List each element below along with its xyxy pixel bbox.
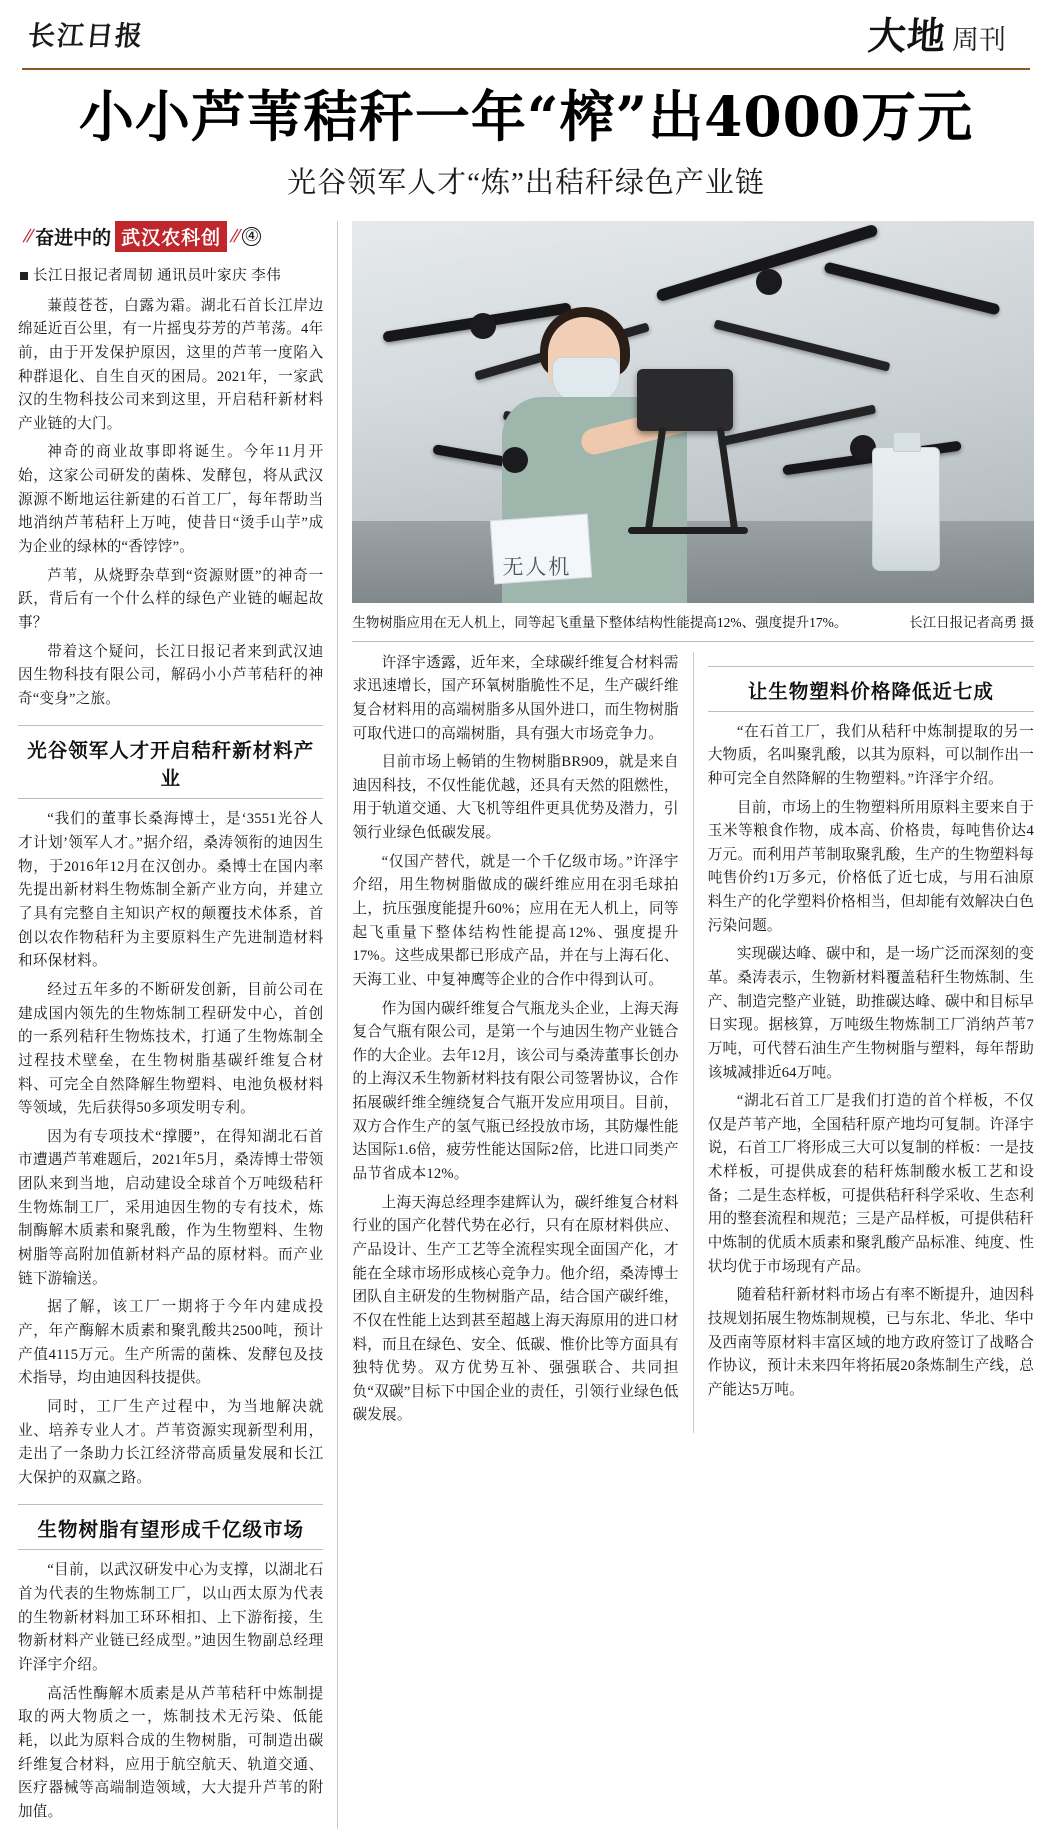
drone-landing-skid (628, 527, 748, 534)
paragraph: 经过五年多的不断研发创新，目前公司在建成国内领先的生物炼制工程研发中心，首创的一系列秸秆生物炼技术，打通了生物炼制全过程技术壁垒，在生物树脂基碳纤维复合材料、可完全自然降解生物塑料、电池负极材料等领域，先后获得50多项发明专利。 (18, 981, 324, 1117)
headline-block (18, 70, 1034, 207)
drone-body (637, 369, 733, 431)
face-mask (552, 357, 620, 403)
page-subtitle: 光谷领军人才“炼”出秸秆绿色产业链 (287, 166, 765, 199)
caption-text: 生物树脂应用在无人机上，同等起飞重量下整体结构性能提高12%、强度提升17%。 (352, 614, 848, 630)
bullet-square-icon (20, 272, 28, 280)
paragraph: 目前市场上畅销的生物树脂BR909，就是来自迪因科技，不仅性能优越，还具有天然的阻燃性，用于轨道交通、大飞机等组件更具优势及潜力，引领行业绿色低碳发展。 (352, 754, 679, 842)
column-far-right (693, 652, 1034, 1434)
series-number: ④ (242, 227, 261, 246)
column-right-group (338, 221, 1034, 1829)
supplement-brand: 大地 (866, 13, 948, 58)
photo-caption (352, 611, 1034, 642)
drone-motor (470, 313, 496, 339)
byline-text: 长江日报记者周韧 通讯员叶家庆 李伟 (33, 267, 282, 284)
photo-banner-text: 无人机 (502, 554, 572, 579)
series-prefix: 奋进中的 (35, 226, 112, 249)
newspaper-logo: 长江日报 (26, 20, 146, 52)
drone-motor (756, 269, 782, 295)
paragraph: 据了解，该工厂一期将于今年内建成投产，年产酶解木质素和聚乳酸共2500吨，预计产值4115万元。生产所需的菌株、发酵包及技术指导，均由迪因科技提供。 (18, 1299, 324, 1387)
series-tag (21, 221, 323, 252)
paragraph: “目前，以武汉研发中心为支撑，以湖北石首为代表的生物炼制工厂，以山西太原为代表的生物新材料加工环环相扣、上下游衔接，生物新材料产业链已经成型。”迪因生物副总经理许泽宇介绍。 (18, 1562, 324, 1673)
column-mid (352, 652, 678, 1434)
paragraph: “仅国产替代，就是一个千亿级市场。”许泽宇介绍，用生物树脂做成的碳纤维应用在羽毛球拍上，抗压强度能提升60%；应用在无人机上，同等起飞重量下整体结构性能提高12%、强度提升17%。这些成果都已形成产品，并在与上海石化、天海工业、中复神鹰等企业的合作中得到认可。 (352, 853, 679, 988)
page-title: 小小芦苇秸秆一年“榨”出4000万元 (78, 84, 974, 149)
paragraph: 因为有专项技术“撑腰”，在得知湖北石首市遭遇芦苇难题后，2021年5月，桑涛博士带领团队来到当地，启动建设全球首个万吨级秸秆生物炼制工厂，采用迪因生物的专有技术，炼制酶解木质素和聚乳酸，作为生物塑料、生物树脂等高附加值新材料产品的原材料。而产业链下游输送。 (18, 1128, 324, 1287)
series-slash-icon-2: // (228, 224, 242, 247)
article-photo (352, 221, 1034, 642)
section-heading-1: 光谷领军人才开启秸秆新材料产业 (18, 725, 323, 799)
paragraph: “湖北石首工厂是我们打造的首个样板，不仅仅是芦苇产地，全国秸秆原产地均可复制。许泽宇说，石首工厂将形成三大可以复制的样板：一是技术样板，可提供成套的秸秆炼制酸水板工艺和设备；二是生态样板，可提供秸秆科学采收、生态利用的整套流程和规范；三是产品样板，可提供秸秆中炼制的优质木质素和聚乳酸产品标准、纯度、性状均优于市场现有产品。 (707, 1093, 1034, 1275)
paragraph: 许泽宇透露，近年来，全球碳纤维复合材料需求迅速增长，国产环氧树脂脆性不足，生产碳纤维复合材料用的高端树脂多从国外进口，而生物树脂可取代进口的高端树脂，具有强大市场竞争力。 (352, 654, 679, 742)
sample-bottle (872, 447, 940, 571)
section-heading-3: 让生物塑料价格降低近七成 (708, 666, 1034, 712)
byline (20, 264, 323, 285)
series-slash-icon: // (21, 224, 34, 247)
paragraph: 高活性酶解木质素是从芦苇秸秆中炼制提取的两大物质之一，炼制技术无污染、低能耗，以此为原料合成的生物树脂，可制造出碳纤维复合材料，应用于航空航天、轨道交通、医疗器械等高端制造领域，大大提升芦苇的附加值。 (18, 1685, 324, 1820)
masthead (18, 0, 1034, 66)
paragraph: 芦苇，从烧野杂草到“资源财匮”的神奇一跃，背后有一个什么样的绿色产业链的崛起故事？ (18, 567, 324, 631)
lower-columns (352, 652, 1034, 1434)
photo-canvas (352, 221, 1034, 603)
drone-motor (502, 447, 528, 473)
paragraph: 同时，工厂生产过程中，为当地解决就业、培养专业人才。芦苇资源实现新型利用，走出了一条助力长江经济带高质量发展和长江大保护的双赢之路。 (18, 1398, 324, 1486)
paragraph: 实现碳达峰、碳中和，是一场广泛而深刻的变革。桑涛表示，生物新材料覆盖秸秆生物炼制、生产、制造完整产业链，助推碳达峰、碳中和目标早日实现。据核算，万吨级生物炼制工厂消纳芦苇7万吨，可代替石油生产生物树脂与塑料，每年帮助该城减排近64万吨。 (707, 946, 1034, 1081)
paragraph: 神奇的商业故事即将诞生。今年11月开始，这家公司研发的菌株、发酵包，将从武汉源源不断地运往新建的石首工厂，每年帮助当地消纳芦苇秸秆上万吨，使昔日“烫手山芋”成为企业的绿林的“香饽饽”。 (18, 444, 324, 555)
supplement-sub: 周刊 (952, 25, 1006, 55)
column-left (18, 221, 338, 1829)
paragraph: 目前，市场上的生物塑料所用原料主要来自于玉米等粮食作物，成本高、价格贵，每吨售价达4万元。而利用芦苇制取聚乳酸，生产的生物塑料每吨售价约1万多元，价格低了近七成，与用石油原料生产的化学塑料价格相当，但却能有效解决白色污染问题。 (707, 799, 1034, 934)
paragraph: “在石首工厂，我们从秸秆中炼制提取的另一大物质，名叫聚乳酸，以其为原料，可以制作出一种可完全自然降解的生物塑料。”许泽宇介绍。 (707, 723, 1034, 787)
paragraph: 上海天海总经理李建辉认为，碳纤维复合材料行业的国产化替代势在必行，只有在原材料供应、产品设计、生产工艺等全流程实现全面国产化，才能在全球市场形成核心竞争力。他介绍，桑涛博士团队自主研发的生物树脂产品，结合国产碳纤维，不仅在性能上达到甚至超越上海天海原用的进口材料，而且在绿色、安全、低碳、惟价比等方面具有独特优势。双方优势互补、强强联合、共同担负“双碳”目标下中国企业的责任，引领行业绿色低碳发展。 (352, 1194, 679, 1424)
series-label: 武汉农科创 (115, 221, 227, 252)
section-heading-2: 生物树脂有望形成千亿级市场 (18, 1504, 323, 1550)
paragraph: 随着秸秆新材料市场占有率不断提升，迪因科技规划拓展生物炼制规模，已与东北、华北、华中及西南等原材料丰富区域的地方政府签订了战略合作协议，预计未来四年将拓展20条炼制生产线，总产能达5万吨。 (707, 1287, 1034, 1398)
photo-credit: 长江日报记者高勇 摄 (909, 614, 1034, 630)
paragraph: “我们的董事长桑海博士，是‘3551光谷人才计划’领军人才。”据介绍，桑涛领衔的迪因生物，于2016年12月在汉创办。桑博士在国内率先提出新材料生物炼制全新产业方向，并建立了具有完整自主知识产权的颠覆技术体系，首创以农作物秸秆为主要原料生产先进制造材料和环保材料。 (18, 811, 324, 970)
paragraph: 作为国内碳纤维复合气瓶龙头企业，上海天海复合气瓶有限公司，是第一个与迪因生物产业链合作的大企业。去年12月，该公司与桑涛董事长创办的上海汉禾生物新材料技有限公司签署协议，合作拓展碳纤维全缠绕复合气瓶开发应用项目。目前，双方合作生产的氢气瓶已经投放市场，其防爆性能达国际1.6倍，疲劳性能达国际2倍，比进口同类产品节省成本12%。 (352, 1000, 679, 1183)
supplement-title (866, 13, 1032, 58)
paragraph: 蒹葭苍苍，白露为霜。湖北石首长江岸边绵延近百公里，有一片摇曳芬芳的芦苇荡。4年前，由于开发保护原因，这里的芦苇一度陷入种群退化、自生自灭的困局。2021年，一家武汉的生物科技公司来到这里，开启秸秆新材料产业链的大门。 (18, 297, 324, 432)
paragraph: 带着这个疑问，长江日报记者来到武汉迪因生物科技有限公司，解码小小芦苇秸秆的神奇“变身”之旅。 (18, 643, 324, 707)
article-body (18, 221, 1034, 1829)
